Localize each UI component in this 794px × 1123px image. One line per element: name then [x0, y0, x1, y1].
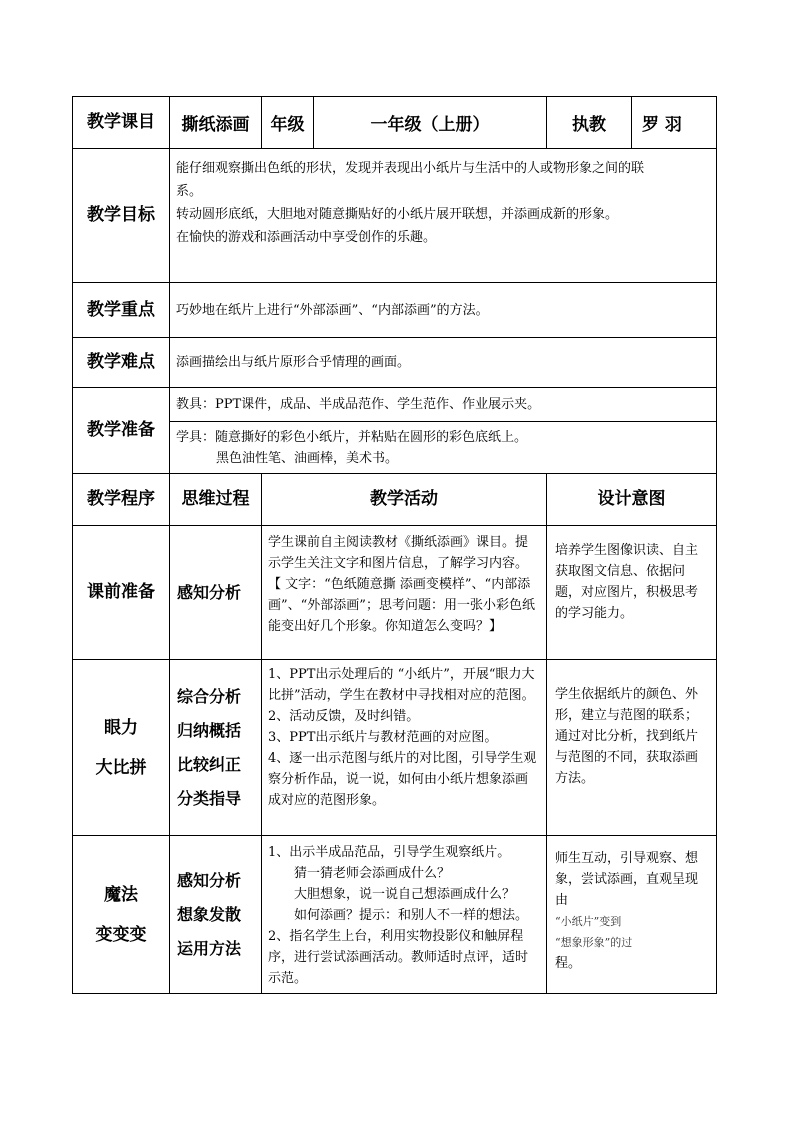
activity-line: 1、PPT出示处理后的 “小纸片”，开展“眼力大比拼”活动，学生在教材中寻找相对应的范图。	[268, 667, 535, 703]
preparation-label: 教学准备	[73, 388, 170, 474]
course-value: 撕纸添画	[170, 97, 262, 149]
thinking-item: 感知分析	[177, 870, 242, 890]
lesson-plan-table	[72, 96, 717, 994]
step-activities	[262, 836, 547, 994]
difficulty-label: 教学难点	[73, 338, 170, 388]
header-row	[73, 97, 717, 149]
thinking-item: 归纳概括	[177, 720, 242, 740]
program-line: 魔法	[104, 884, 138, 905]
step-thinking	[170, 660, 262, 836]
step-intent	[547, 836, 717, 994]
thinking-item: 运用方法	[177, 938, 242, 958]
step-thinking	[170, 526, 262, 660]
preparation-row-student	[73, 422, 717, 474]
program-line: 大比拼	[95, 757, 147, 778]
key-point-row	[73, 283, 717, 338]
preparation-student-line: 学具：随意撕好的彩色小纸片，并粘贴在圆形的彩色底纸上。	[176, 429, 528, 445]
key-point-label: 教学重点	[73, 283, 170, 338]
step-row-pre-class	[73, 526, 717, 660]
thinking-item: 感知分析	[177, 582, 242, 602]
preparation-teacher-text: 教具：PPT课件，成品、半成品范作、学生范作、作业展示夹。	[170, 388, 717, 422]
objectives-content	[170, 149, 717, 283]
grade-value: 一年级（上册）	[314, 97, 547, 149]
program-line: 眼力	[104, 717, 138, 738]
step-row-magic	[73, 836, 717, 994]
objectives-label: 教学目标	[73, 149, 170, 283]
procedure-col-program: 教学程序	[73, 474, 170, 526]
activity-line: 猜一猜老师会添画成什么？	[294, 866, 451, 881]
activity-line: 【 文字：“色纸随意撕 添画变模样”、“内部添画”、“外部添画”；思考问题：用一张小彩色纸能变出好几个形象。你知道怎么变吗？】	[268, 577, 535, 634]
intent-part: “小纸片”变到	[555, 915, 622, 928]
step-program	[73, 836, 170, 994]
activity-line: 学生课前自主阅读教材《撕纸添画》课目。提示学生关注文字和图片信息，了解学习内容。	[268, 535, 529, 571]
step-program	[73, 660, 170, 836]
step-row-eye-contest	[73, 660, 717, 836]
grade-label: 年级	[262, 97, 314, 149]
key-point-text: 巧妙地在纸片上进行“外部添画”、“内部添画”的方法。	[170, 283, 717, 338]
course-label: 教学课目	[73, 97, 170, 149]
thinking-item: 分类指导	[177, 788, 242, 808]
activity-line: 3、PPT出示纸片与教材范画的对应图。	[268, 730, 498, 745]
step-program: 课前准备	[73, 526, 170, 660]
activity-line: 4、逐一出示范图与纸片的对比图，引导学生观察分析作品，说一说，如何由小纸片想象添画成对应的范图形象。	[268, 751, 537, 808]
procedure-col-activities: 教学活动	[262, 474, 547, 526]
difficulty-row	[73, 338, 717, 388]
activity-line: 2、指名学生上台，利用实物投影仪和触屏程序，进行尝试添画活动。教师适时点评，适时示范。	[268, 929, 529, 986]
intent-part: “想象形象”的过	[555, 936, 633, 949]
activity-line: 如何添画？提示：和别人不一样的想法。	[294, 908, 529, 923]
intent-part: 程。	[555, 956, 582, 971]
thinking-item: 综合分析	[177, 686, 242, 706]
objective-line: 系。	[176, 184, 203, 199]
activity-line: 2、活动反馈，及时纠错。	[268, 709, 420, 724]
procedure-header-row	[73, 474, 717, 526]
objective-line: 转动圆形底纸，大胆地对随意撕贴好的小纸片展开联想，并添画成新的形象。	[176, 207, 619, 222]
activity-line: 大胆想象，说一说自己想添画成什么？	[294, 887, 516, 902]
step-activities	[262, 526, 547, 660]
procedure-col-thinking: 思维过程	[170, 474, 262, 526]
intent-part: 师生互动，引导观察、想象，尝试添画，直观呈现由	[555, 851, 699, 908]
thinking-item: 比较纠正	[177, 754, 242, 774]
preparation-student-line: 黑色油性笔、油画棒，美术书。	[216, 450, 399, 466]
procedure-col-intent: 设计意图	[547, 474, 717, 526]
objectives-row	[73, 149, 717, 283]
program-line: 变变变	[95, 924, 147, 945]
step-intent: 学生依据纸片的颜色、外形，建立与范图的联系；通过对比分析，找到纸片与范图的不同，获取添画方法。	[547, 660, 717, 836]
activity-line: 1、出示半成品范品，引导学生观察纸片。	[268, 845, 511, 860]
difficulty-text: 添画描绘出与纸片原形合乎情理的画面。	[170, 338, 717, 388]
step-thinking	[170, 836, 262, 994]
preparation-row-teacher	[73, 388, 717, 422]
teacher-label: 执教	[547, 97, 632, 149]
thinking-item: 想象发散	[177, 904, 242, 924]
objective-line: 在愉快的游戏和添画活动中享受创作的乐趣。	[176, 230, 437, 245]
preparation-student-text	[170, 422, 717, 474]
step-intent: 培养学生图像识读、自主获取图文信息、依据问题，对应图片，积极思考的学习能力。	[547, 526, 717, 660]
teacher-value: 罗 羽	[632, 97, 717, 149]
objective-line: 能仔细观察撕出色纸的形状，发现并表现出小纸片与生活中的人或物形象之间的联	[176, 161, 645, 176]
step-activities	[262, 660, 547, 836]
